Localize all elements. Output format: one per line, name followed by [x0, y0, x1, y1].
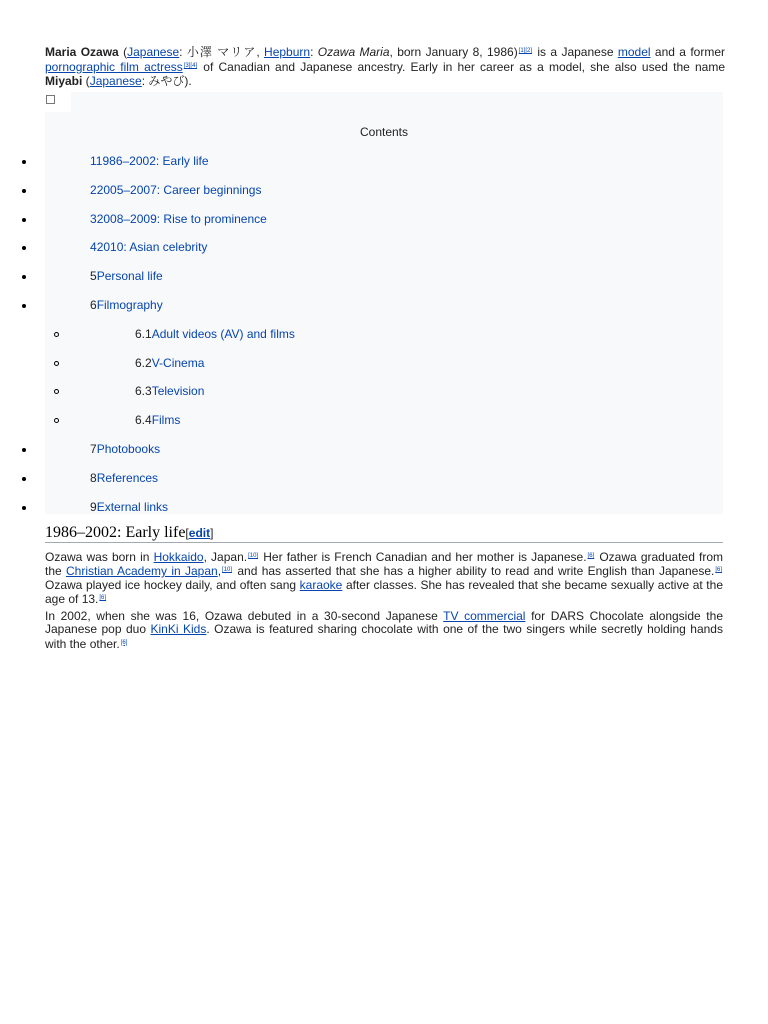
kanji-name: 小澤 マリア: [186, 45, 257, 59]
citation[interactable]: [6]: [715, 567, 723, 574]
lead-text: of Canadian and Japanese ancestry. Early in her career as a model, she also used the name: [198, 60, 725, 74]
link-japanese-2[interactable]: Japanese: [89, 74, 142, 88]
toc-number: 3: [90, 211, 97, 226]
para-text: after classes. She has revealed that she became sexually active at the age of 13.: [45, 577, 723, 606]
toc-link[interactable]: Films: [151, 413, 181, 428]
toc-link[interactable]: References: [96, 470, 159, 485]
edit-section: [185, 526, 213, 540]
toc-item[interactable]: [90, 500, 168, 514]
toc-title: Contents: [359, 125, 409, 139]
toc-bullet: [22, 304, 26, 308]
para-text: Ozawa was born in: [45, 550, 154, 564]
edit-bracket: [: [185, 526, 189, 540]
para-text: In 2002, when she was 16, Ozawa debuted in a 30-second Japanese: [45, 609, 444, 623]
toc-item[interactable]: [90, 269, 163, 283]
paragraph-early-life-2: [45, 610, 723, 651]
toc-number: 8: [90, 470, 97, 485]
toc-toggle-checkbox[interactable]: [46, 95, 55, 104]
toc-item[interactable]: [90, 442, 160, 456]
toc-item[interactable]: [90, 298, 163, 312]
link-model[interactable]: model: [617, 45, 651, 59]
link-hokkaido[interactable]: Hokkaido: [153, 550, 204, 564]
toc-number: 9: [90, 499, 97, 514]
para-text: Ozawa graduated from the: [45, 550, 723, 579]
toc-link[interactable]: Television: [151, 384, 205, 399]
citation[interactable]: [6]: [587, 553, 595, 559]
alias-name: Miyabi: [45, 74, 83, 88]
toc-item[interactable]: [135, 356, 204, 370]
citation[interactable]: [10]: [248, 553, 259, 559]
link-japanese[interactable]: Japanese: [127, 45, 180, 59]
toc-item[interactable]: [135, 327, 295, 341]
toc-number: 1: [90, 154, 96, 168]
para-text: Ozawa played ice hockey daily, and often sang: [45, 577, 300, 592]
toc-item[interactable]: [90, 212, 267, 226]
edit-bracket: ]: [210, 526, 214, 540]
lead-paragraph: Maria Ozawa (Japanese: 小澤 マリア, Hepburn: Ozawa Maria, born January 8, 1986)[1][2] is a Japanese model and a former pornographic film actress[3][4] of Canadian and Japanese ancestry. Early in her career as a model, she also used the name Miyabi (Japanese: みやび).: [45, 45, 725, 88]
para-text: ,: [217, 564, 222, 579]
citation[interactable]: [6]: [99, 594, 107, 601]
toc-link[interactable]: Filmography: [96, 298, 163, 312]
toc-item[interactable]: [135, 413, 180, 427]
link-pornographic-film-actress[interactable]: pornographic film actress: [45, 60, 183, 74]
para-text: Her father is French Canadian and her mother is Japanese.: [259, 550, 587, 564]
toc-number: 2: [90, 182, 97, 197]
para-text: for DARS Chocolate alongside the Japanese pop duo: [45, 609, 723, 637]
toc-bullet: [22, 246, 26, 250]
para-text: and has asserted that she has a higher ability to read and write English than Japanese.: [233, 564, 715, 579]
toc-link[interactable]: V-Cinema: [151, 355, 205, 370]
citation[interactable]: [6]: [120, 639, 128, 646]
toc-item[interactable]: [90, 154, 209, 168]
edit-link[interactable]: edit: [188, 526, 211, 540]
toc-number: 6.2: [135, 355, 152, 370]
link-karaoke[interactable]: karaoke: [299, 577, 343, 592]
toc-bullet: [22, 160, 26, 164]
toc-link[interactable]: 1986–2002: Early life: [95, 154, 209, 168]
toc-number: 7: [90, 442, 97, 456]
toc-bullet: [22, 189, 26, 193]
link-tv-commercial[interactable]: TV commercial: [443, 609, 526, 623]
toc-number: 6.4: [135, 413, 152, 428]
citation[interactable]: [3][4]: [183, 63, 198, 69]
link-kinki-kids[interactable]: KinKi Kids: [150, 622, 207, 637]
subject-name: Maria Ozawa: [45, 45, 119, 59]
link-hepburn[interactable]: Hepburn: [264, 45, 311, 59]
toc-bullet: [22, 477, 26, 481]
toc-link[interactable]: Adult videos (AV) and films: [151, 326, 295, 341]
toc-link[interactable]: 2008–2009: Rise to prominence: [96, 211, 267, 226]
section-heading: [45, 524, 723, 543]
toc-link[interactable]: 2005–2007: Career beginnings: [96, 182, 262, 197]
toc-link[interactable]: 2010: Asian celebrity: [96, 240, 208, 255]
toc-sub-bullet: [54, 332, 59, 337]
toc-bullet: [22, 506, 26, 510]
toc-item[interactable]: [90, 471, 158, 485]
romanized-name: Ozawa Maria: [317, 45, 390, 59]
citation[interactable]: [10]: [222, 567, 233, 574]
toc-number: 4: [90, 240, 97, 255]
toc-bullet: [22, 448, 26, 452]
toc-number: 6.3: [135, 384, 152, 399]
lead-text: and a former: [650, 45, 725, 59]
birth-text: , born January 8, 1986): [389, 45, 518, 59]
toc-sub-bullet: [54, 361, 59, 366]
alias-kana: みやび: [148, 74, 185, 88]
toc-number: 5: [90, 269, 97, 284]
link-christian-academy[interactable]: Christian Academy in Japan: [66, 564, 218, 579]
toc-link[interactable]: Personal life: [96, 269, 163, 284]
para-text: . Ozawa is featured sharing chocolate with one of the two singers while secretly holding hands with the other.: [45, 622, 723, 651]
toc-number: 6: [90, 298, 97, 312]
toc-item[interactable]: [90, 183, 261, 197]
toc-item[interactable]: [90, 240, 207, 254]
toc-bullet: [22, 275, 26, 279]
paragraph-early-life-1: [45, 550, 723, 606]
toc-link[interactable]: External links: [96, 499, 169, 514]
toc-bullet: [22, 218, 26, 222]
toc-link[interactable]: Photobooks: [96, 442, 161, 456]
para-text: , Japan.: [203, 550, 248, 564]
section-title: 1986–2002: Early life: [45, 524, 186, 541]
toc-number: 6.1: [135, 326, 152, 341]
lead-text: ).: [184, 74, 192, 88]
toc-item[interactable]: [135, 384, 204, 398]
lead-text: is a Japanese: [533, 45, 618, 59]
citation[interactable]: [1][2]: [518, 48, 533, 54]
